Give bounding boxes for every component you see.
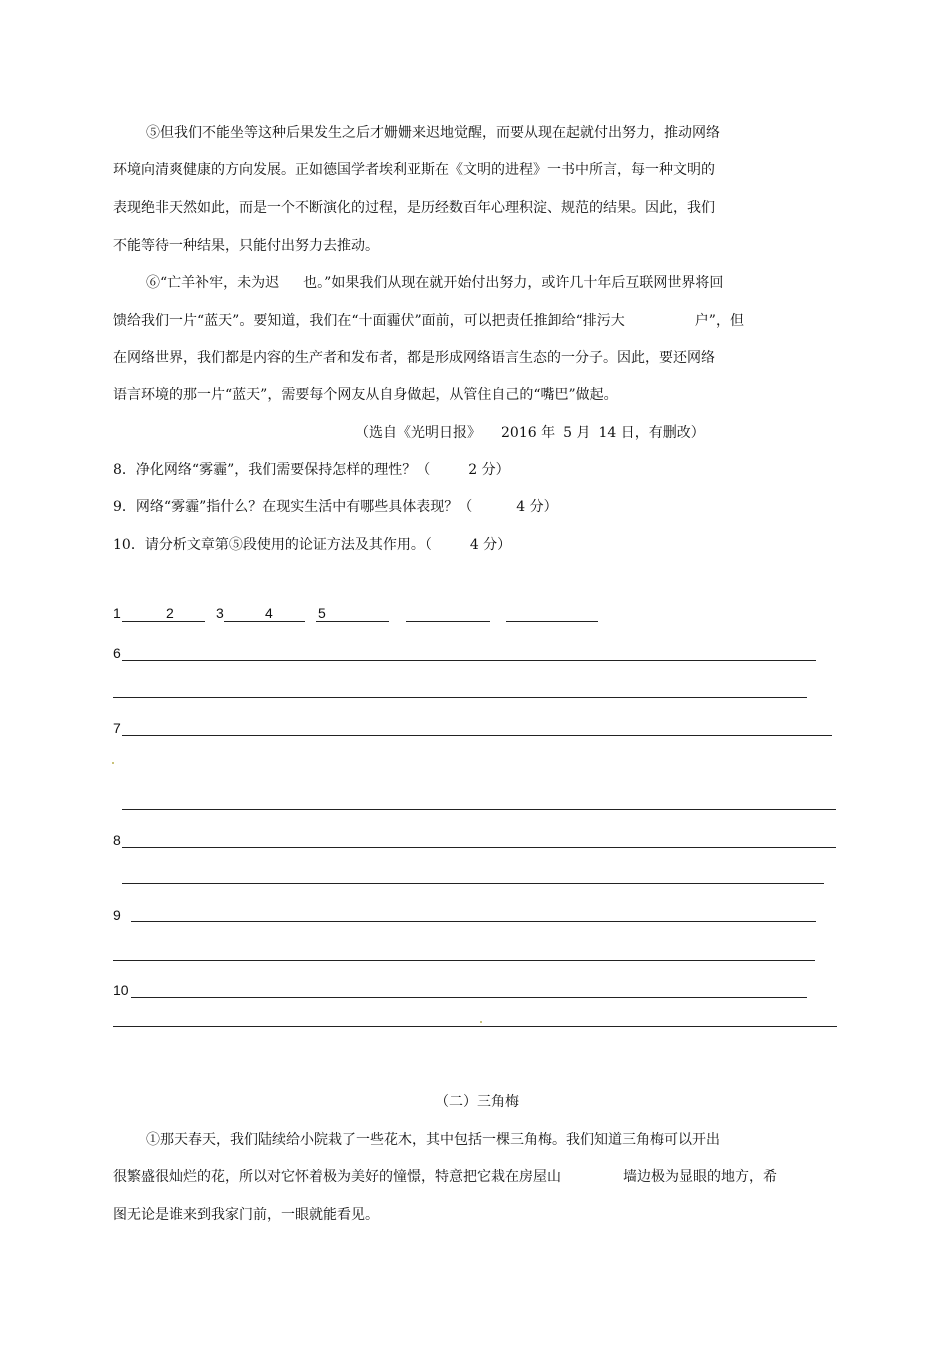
p6-line-4: 语言环境的那一片“蓝天”，需要每个网友从自身做起，从管住自己的“嘴巴”做起。 bbox=[113, 387, 618, 403]
answer-label-4: 4 bbox=[265, 605, 273, 621]
question-9 bbox=[113, 498, 558, 516]
answer-line-6a[interactable] bbox=[122, 660, 816, 661]
answer-line-7b[interactable] bbox=[122, 809, 836, 810]
question-8 bbox=[113, 461, 510, 479]
source-month: 5 月 bbox=[563, 425, 591, 441]
p5-line-2: 环境向清爽健康的方向发展。正如德国学者埃利亚斯在《文明的进程》一书中所言，每一种文明的 bbox=[113, 162, 715, 178]
p5-line-1: ⑤但我们不能坐等这种后果发生之后才姗姗来迟地觉醒，而要从现在起就付出努力，推动网络 bbox=[146, 125, 720, 141]
p6-line-3: 在网络世界，我们都是内容的生产者和发布者，都是形成网络语言生态的一分子。因此，要还网络 bbox=[113, 350, 715, 366]
answer-label-1: 1 bbox=[113, 605, 121, 621]
answer-label-8: 8 bbox=[113, 832, 121, 848]
source-citation bbox=[355, 424, 705, 442]
question-8-stem: 8．净化网络“雾霾”，我们需要保持怎样的理性？（ bbox=[113, 462, 431, 478]
answer-blank-5c[interactable] bbox=[506, 621, 598, 622]
p6-line-2 bbox=[113, 312, 744, 330]
question-9-stem: 9．网络“雾霾”指什么？在现实生活中有哪些具体表现？（ bbox=[113, 499, 473, 515]
answer-blank-1[interactable] bbox=[122, 621, 205, 622]
answer-label-9: 9 bbox=[113, 907, 121, 923]
source-year: 2016 年 bbox=[501, 425, 556, 441]
answer-line-9b[interactable] bbox=[113, 960, 815, 961]
scan-speck bbox=[112, 762, 114, 764]
p6-line-1a: ⑥“亡羊补牢，未为迟 bbox=[146, 275, 280, 291]
p6-line-1 bbox=[146, 274, 723, 292]
p2-line-2 bbox=[113, 1168, 777, 1186]
scan-speck bbox=[480, 1021, 482, 1023]
answer-line-6b[interactable] bbox=[113, 697, 807, 698]
question-10 bbox=[113, 536, 511, 554]
answer-blank-5[interactable] bbox=[316, 621, 389, 622]
answer-label-3: 3 bbox=[216, 605, 224, 621]
question-9-score: 4 分） bbox=[516, 499, 558, 515]
answer-label-6: 6 bbox=[113, 645, 121, 661]
answer-label-10: 10 bbox=[113, 982, 129, 998]
question-10-score: 4 分） bbox=[469, 537, 512, 553]
p6-line-1b: 也。”如果我们从现在就开始付出努力，或许几十年后互联网世界将回 bbox=[303, 275, 724, 291]
p6-line-2a: 馈给我们一片“蓝天”。要知道，我们在“十面霾伏”面前，可以把责任推卸给“排污大 bbox=[113, 313, 625, 329]
answer-label-7: 7 bbox=[113, 720, 121, 736]
p5-line-4: 不能等待一种结果，只能付出努力去推动。 bbox=[113, 238, 379, 254]
p2-line-1: ①那天春天，我们陆续给小院栽了一些花木，其中包括一棵三角梅。我们知道三角梅可以开出 bbox=[146, 1132, 720, 1148]
answer-line-8b[interactable] bbox=[122, 883, 824, 884]
passage2-title: （二）三角梅 bbox=[435, 1094, 519, 1110]
question-10-stem: 10．请分析文章第⑤段使用的论证方法及其作用。（ bbox=[113, 537, 432, 553]
p2-line-2a: 很繁盛很灿烂的花，所以对它怀着极为美好的憧憬，特意把它栽在房屋山 bbox=[113, 1169, 561, 1185]
question-8-score: 2 分） bbox=[468, 462, 510, 478]
p2-line-2b: 墙边极为显眼的地方，希 bbox=[623, 1169, 777, 1185]
p6-line-2b: 户”，但 bbox=[694, 313, 744, 329]
source-part1: （选自《光明日报》 bbox=[355, 425, 481, 441]
answer-line-9a[interactable] bbox=[131, 921, 816, 922]
answer-blank-5b[interactable] bbox=[406, 621, 490, 622]
answer-line-10b[interactable] bbox=[113, 1026, 837, 1027]
answer-label-5: 5 bbox=[318, 605, 326, 621]
p2-line-3: 图无论是谁来到我家门前，一眼就能看见。 bbox=[113, 1207, 379, 1223]
p5-line-3: 表现绝非天然如此，而是一个不断演化的过程，是历经数百年心理积淀、规范的结果。因此，我们 bbox=[113, 200, 715, 216]
answer-label-2: 2 bbox=[166, 605, 174, 621]
answer-line-8a[interactable] bbox=[122, 847, 836, 848]
answer-line-10a[interactable] bbox=[131, 997, 807, 998]
source-day: 14 日，有删改） bbox=[598, 425, 705, 441]
answer-line-7a[interactable] bbox=[122, 735, 832, 736]
answer-blank-3[interactable] bbox=[224, 621, 305, 622]
